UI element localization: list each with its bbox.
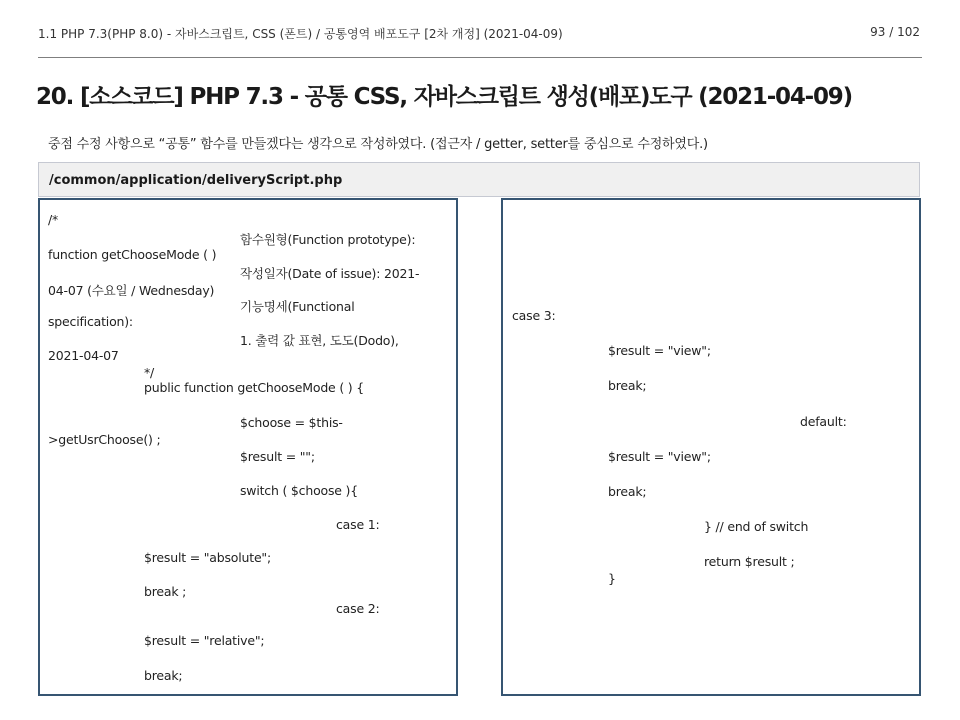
header-divider [38,57,922,58]
code-line: $result = "absolute"; [144,550,271,565]
page-counter: 93 / 102 [870,25,920,39]
code-line: break ; [144,584,187,599]
code-panel-right [501,198,921,696]
file-path: /common/application/deliveryScript.php [49,173,343,188]
code-line: case 3: [512,308,556,323]
code-line: $choose = $this- [240,415,343,430]
code-line: $result = ""; [240,449,315,464]
code-line: 04-07 (수요일 / Wednesday) [48,283,215,298]
code-line: switch ( $choose ){ [240,483,358,498]
code-line: $result = "relative"; [144,633,265,648]
code-line: function getChooseMode ( ) [48,247,217,262]
code-line: >getUsrChoose() ; [48,432,161,447]
header-breadcrumb: 1.1 PHP 7.3(PHP 8.0) - 자바스크립트, CSS (폰트) / 공통영역 배포도구 [2차 개정] (2021-04-09) [38,27,563,41]
code-line: /* [48,212,59,227]
code-line: default: [800,414,847,429]
code-line: case 2: [336,601,380,616]
code-line: 작성일자(Date of issue): 2021- [240,266,420,281]
code-line: break; [144,668,183,683]
code-line: break; [608,378,647,393]
code-line: */ [144,365,155,380]
code-line: public function getChooseMode ( ) { [144,380,364,395]
code-panel-left [38,198,458,696]
file-path-bar [38,162,920,197]
page-title: 20. [소스코드] PHP 7.3 - 공통 CSS, 자바스크립트 생성(배포)도구 (2021-04-09) [36,84,852,110]
code-line: } // end of switch [704,519,809,534]
code-line: return $result ; [704,554,795,569]
code-line: case 1: [336,517,380,532]
code-line: 1. 출력 값 표현, 도도(Dodo), [240,333,399,348]
code-line: 2021-04-07 [48,348,119,363]
code-line: break; [608,484,647,499]
code-line: specification): [48,314,133,329]
description-text: 중점 수정 사항으로 “공통” 함수를 만들겠다는 생각으로 작성하였다. (접근자 / getter, setter를 중심으로 수정하였다.) [48,137,708,152]
code-line: $result = "view"; [608,343,711,358]
code-line: } [608,571,616,586]
code-line: $result = "view"; [608,449,711,464]
code-line: 함수원형(Function prototype): [240,232,416,247]
code-line: 기능명세(Functional [240,299,355,314]
